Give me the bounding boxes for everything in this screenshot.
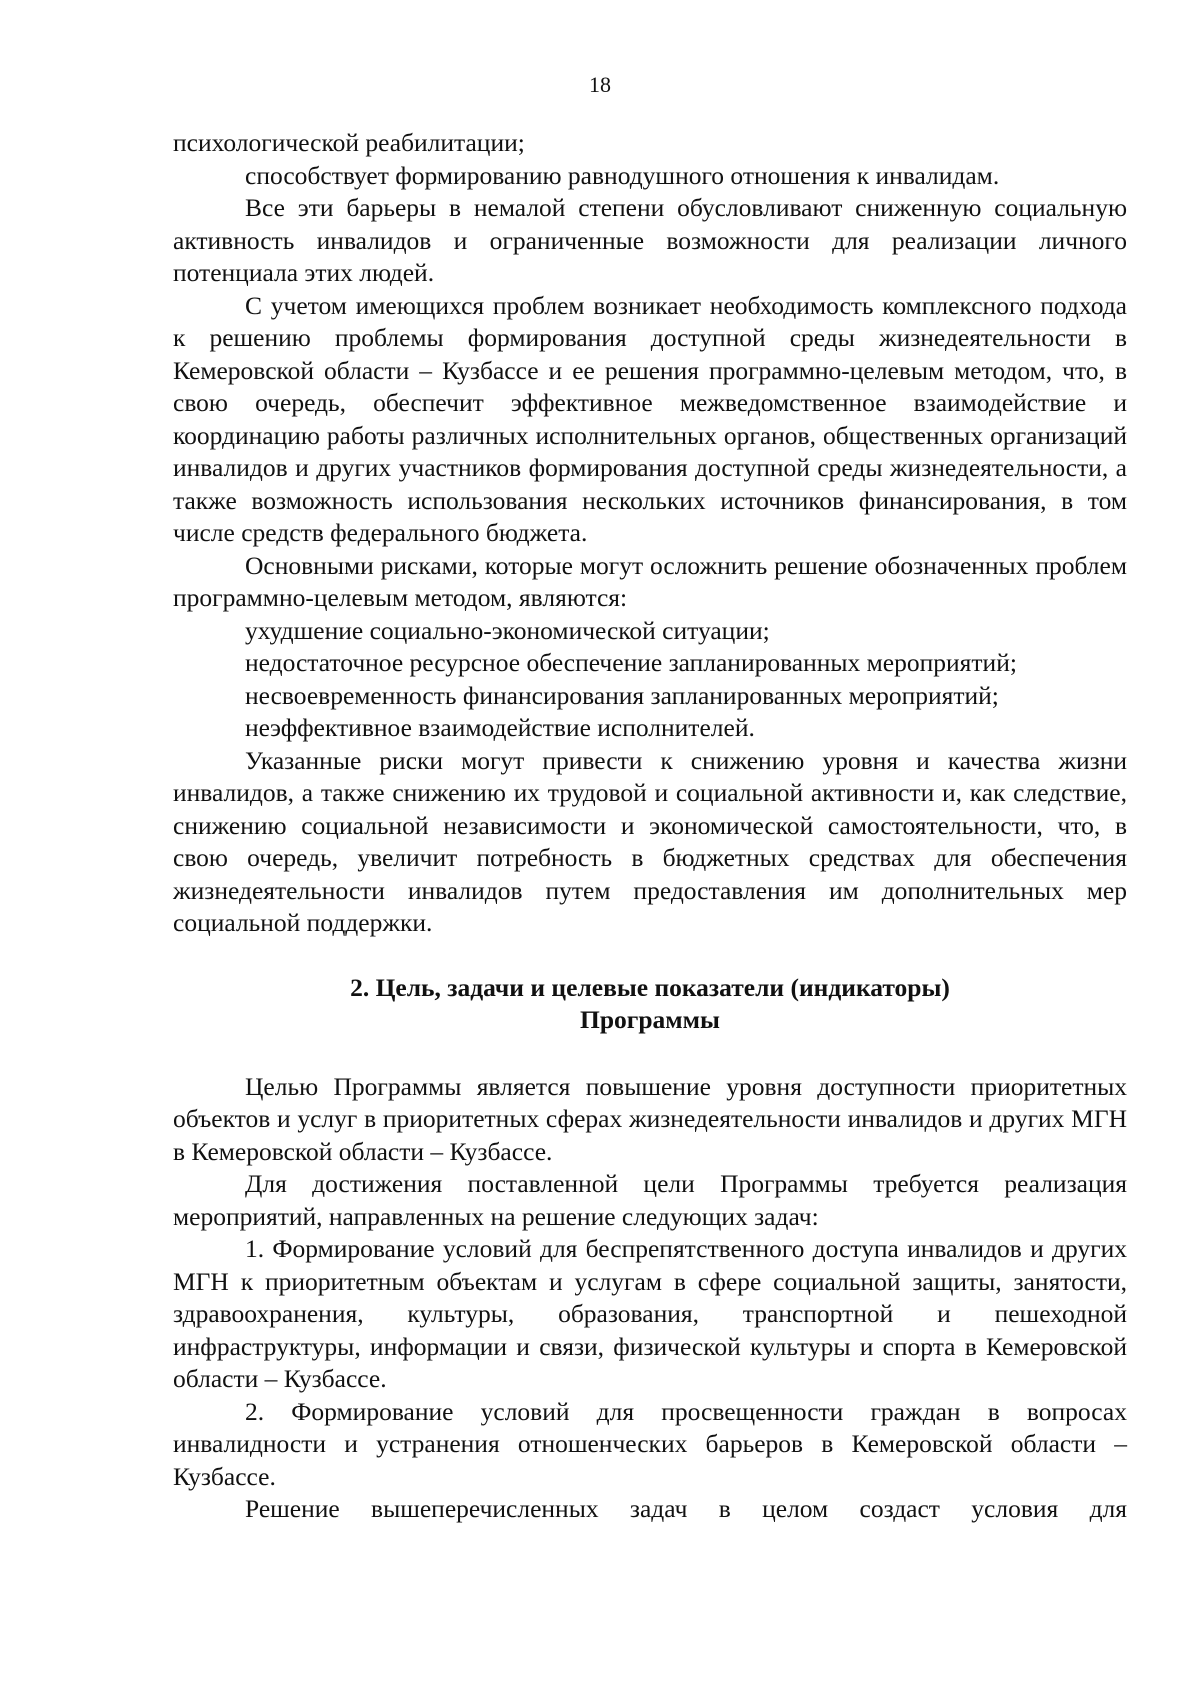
paragraph: Решение вышеперечисленных задач в целом создаст условия для [245,1494,1127,1523]
section-heading-line: 2. Цель, задачи и целевые показатели (индикаторы) [350,972,950,1002]
list-item: 2. Формирование условий для просвещенности граждан в вопросах инвалидности и устранения отношенческих барьеров в Кемеровской области – Кузбассе. [173,1396,1127,1491]
paragraph: С учетом имеющихся проблем возникает необходимость комплексного подхода к решению проблемы формирования доступной среды жизнедеятельности в Кемеровской области – Кузбассе и ее решения программно-целевым методом, что, в свою очередь, обеспечит эффективное межведомственное взаимодействие и координацию работы различных исполнительных органов, общественных организаций инвалидов и других участников формирования доступной среды жизнедеятельности, а также возможность использования нескольких источников финансирования, в том числе средств федерального бюджета. [173,290,1127,547]
list-item: несвоевременность финансирования запланированных мероприятий; [245,680,999,710]
paragraph: Для достижения поставленной цели Программы требуется реализация мероприятий, направленных на решение следующих задач: [173,1169,1127,1231]
paragraph: Основными рисками, которые могут осложнить решение обозначенных проблем программно-целевым методом, являются: [173,550,1127,612]
paragraph: Целью Программы является повышение уровня доступности приоритетных объектов и услуг в приоритетных сферах жизнедеятельности инвалидов и других МГН в Кемеровской области – Кузбассе. [173,1071,1127,1166]
document-body [173,127,1127,1526]
paragraph: Все эти барьеры в немалой степени обусловливают сниженную социальную активность инвалидов и ограниченные возможности для реализации личного потенциала этих людей. [173,193,1127,287]
paragraph: способствует формированию равнодушного отношения к инвалидам. [245,160,1000,190]
list-item: 1. Формирование условий для беспрепятственного доступа инвалидов и других МГН к приоритетным объектам и услугам в сфере социальной защиты, занятости, здравоохранения, культуры, образования, транспортной и пешеходной инфраструктуры, информации и связи, физической культуры и спорта в Кемеровской области – Кузбассе. [173,1234,1127,1393]
paragraph: психологической реабилитации; [173,128,525,157]
list-item: недостаточное ресурсное обеспечение запланированных мероприятий; [245,648,1017,677]
list-item: ухудшение социально-экономической ситуации; [245,615,770,645]
section-heading-line: Программы [580,1005,720,1034]
section-heading [173,972,1127,1037]
paragraph: Указанные риски могут привести к снижению уровня и качества жизни инвалидов, а также снижению их трудовой и социальной активности и, как следствие, снижению социальной независимости и экономической самостоятельности, что, в свою очередь, увеличит потребность в бюджетных средствах для обеспечения жизнедеятельности инвалидов путем предоставления им дополнительных мер социальной поддержки. [173,745,1127,937]
page-number: 18 [589,72,611,97]
list-item: неэффективное взаимодействие исполнителей. [245,713,755,742]
